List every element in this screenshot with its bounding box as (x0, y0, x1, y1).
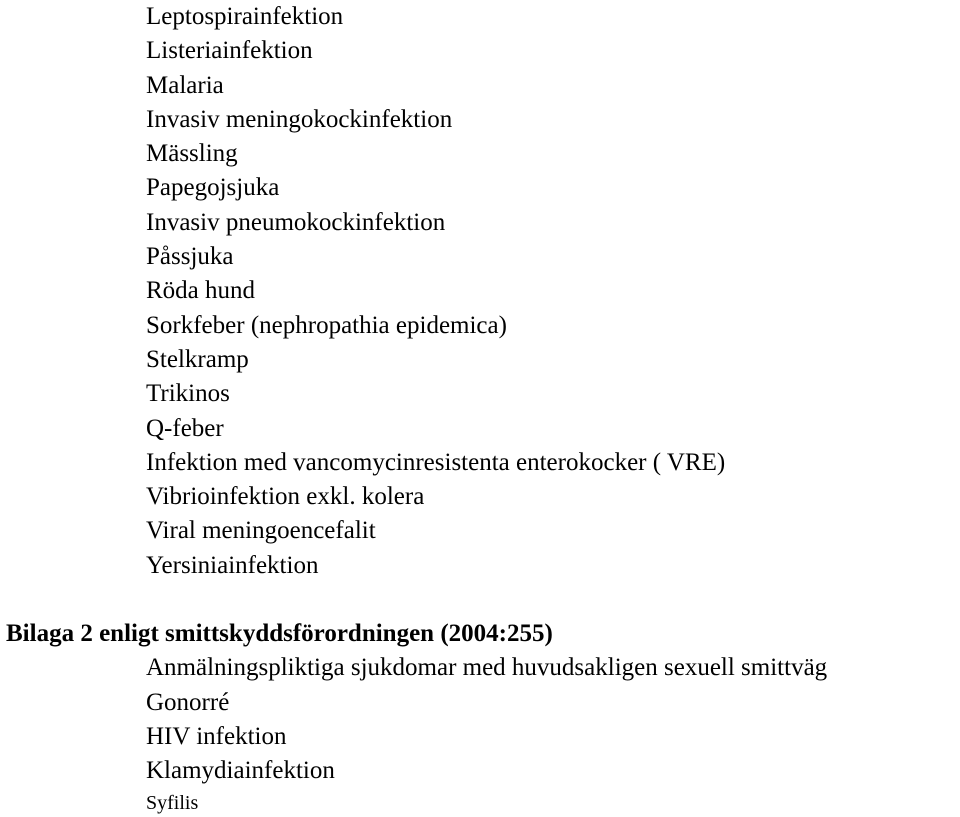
list-item: Mässling (146, 140, 238, 168)
list-item: Syfilis (146, 791, 199, 814)
list-item: Infektion med vancomycinresistenta enterokocker ( VRE) (146, 448, 726, 476)
list-item: Vibrioinfektion exkl. kolera (146, 483, 425, 511)
list-item: Papegojsjuka (146, 174, 280, 202)
list-item: Yersiniainfektion (146, 551, 319, 579)
list-item: Malaria (146, 71, 224, 99)
list-item: Invasiv pneumokockinfektion (146, 208, 446, 236)
section-spacer (0, 583, 960, 617)
list-item: Trikinos (146, 380, 230, 408)
list-item: Invasiv meningokockinfektion (146, 105, 453, 133)
list-item: Q-feber (146, 414, 224, 442)
list-item: HIV infektion (146, 722, 287, 750)
list-item: Påssjuka (146, 243, 234, 271)
section-heading: Bilaga 2 enligt smittskyddsförordningen (2004:255) (6, 620, 553, 648)
section-subheading: Anmälningspliktiga sjukdomar med huvudsakligen sexuell smittväg (146, 654, 828, 682)
disease-list-section2 (0, 686, 960, 817)
list-item: Klamydiainfektion (146, 757, 335, 785)
list-item: Stelkramp (146, 345, 249, 373)
list-item: Viral meningoencefalit (146, 517, 376, 545)
list-item: Leptospirainfektion (146, 3, 344, 30)
list-item: Röda hund (146, 277, 256, 305)
list-item: Sorkfeber (nephropathia epidemica) (146, 311, 507, 339)
list-item: Listeriainfektion (146, 37, 313, 65)
list-item: Gonorré (146, 688, 230, 716)
